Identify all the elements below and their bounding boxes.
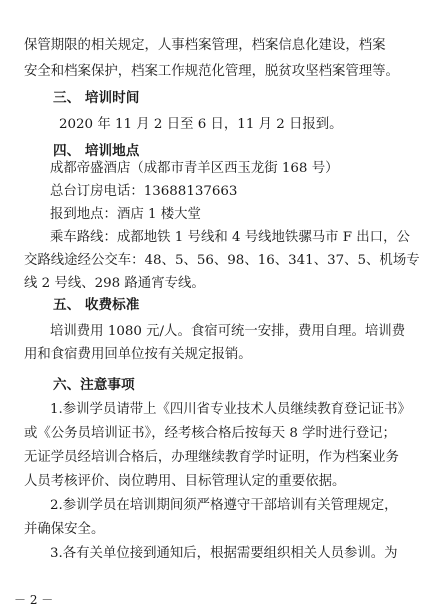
section-heading-time: 三、 培训时间: [53, 90, 140, 106]
notes-line: 1.参训学员请带上《四川省专业技术人员继续教育登记证书》: [50, 402, 411, 417]
location-line: 总台订房电话：13688137663: [50, 184, 238, 199]
notes-line: 或《公务员培训证书》，经考核合格后按每天 8 学时进行登记；: [24, 426, 396, 441]
notes-line: 2.参训学员在培训期间须严格遵守干部培训有关管理规定，: [50, 498, 398, 513]
notes-line: 3.各有关单位接到通知后，根据需要组织相关人员参训。为: [50, 546, 398, 561]
notes-line: 并确保安全。: [24, 522, 105, 537]
paragraph-line: 安全和档案保护，档案工作规范化管理，脱贫攻坚档案管理等。: [24, 64, 399, 79]
location-line: 乘车路线：成都地铁 1 号线和 4 号线地铁骡马市 F 出口，公: [50, 230, 410, 245]
notes-line: 人员考核评价、岗位聘用、目标管理认定的重要依据。: [24, 474, 346, 489]
section-heading-location: 四、 培训地点: [53, 143, 140, 159]
location-line: 线 2 号线、298 路通宵专线。: [24, 276, 205, 291]
fee-line: 培训费用 1080 元/人。食宿可统一安排，费用自理。培训费: [50, 324, 406, 339]
fee-line: 用和食宿费用回单位按有关规定报销。: [24, 347, 252, 362]
paragraph-line: 保管期限的相关规定，人事档案管理，档案信息化建设，档案: [24, 38, 386, 53]
notes-line: 无证学员经培训合格后，办理继续教育学时证明，作为档案业务: [24, 450, 399, 465]
section-heading-notes: 六、注意事项: [53, 377, 135, 393]
location-line: 交路线途经公交车：48、5、56、98、16、341、37、5、机场专: [24, 253, 420, 268]
location-line: 报到地点：酒店 1 楼大堂: [50, 207, 201, 222]
location-line: 成都帝盛酒店（成都市青羊区西玉龙街 168 号）: [50, 161, 339, 176]
time-line: 2020 年 11 月 2 日至 6 日，11 月 2 日报到。: [59, 117, 343, 132]
section-heading-fee: 五、 收费标准: [53, 297, 140, 313]
page-number: － 2 －: [14, 593, 54, 607]
